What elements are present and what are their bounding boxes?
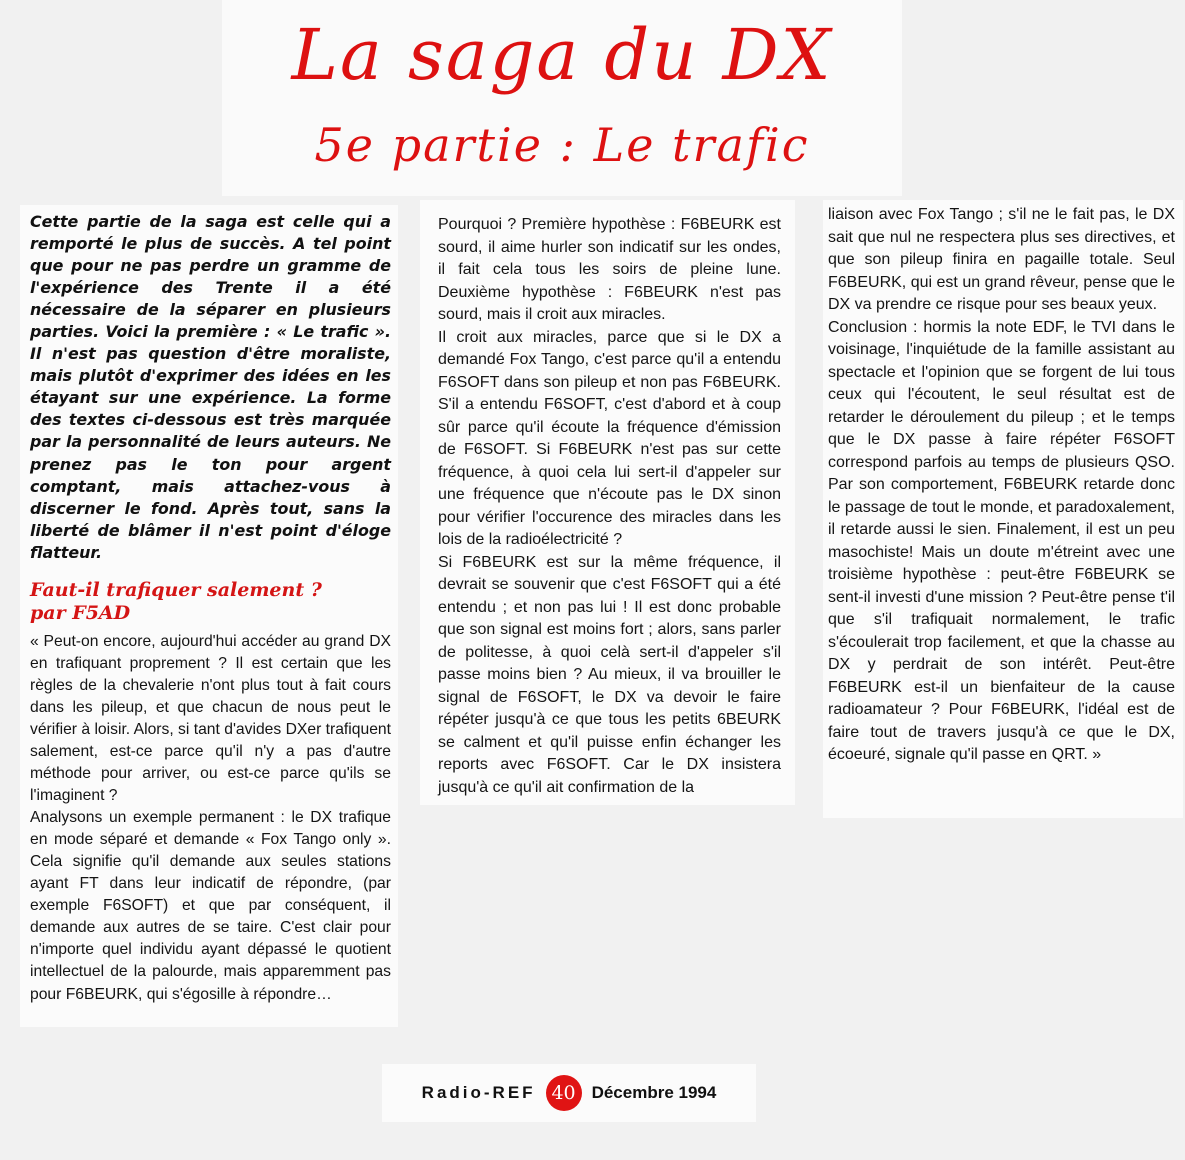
title-banner xyxy=(222,0,902,196)
page-subtitle: 5e partie : Le trafic xyxy=(314,118,810,172)
issue-date: Décembre 1994 xyxy=(591,1083,717,1102)
article-text-column-1: « Peut-on encore, aujourd'hui accéder au grand DX en trafiquant proprement ? Il est certain que les règles de la chevalerie n'ont plus tout à fait cours dans les pileup, et que chacun de nous peut le vérifier à loisir. Alors, si tant d'avides DXer trafiquent salement, est-ce parce qu'il n'y a pas d'autre méthode pour arriver, ou est-ce parce qu'ils se l'imaginent ? Analysons un exemple permanent : le DX trafique en mode séparé et demande « Fox Tango only ». Cela signifie qu'il demande aux seules stations ayant FT dans leur indicatif de répondre, (par exemple F6SOFT) et que par conséquent, il demande aux autres de se taire. C'est clair pour n'importe quel individu ayant dépassé le quotient intellectuel de la palourde, mais apparemment pas pour F6BEURK, qui s'égosille à répondre… xyxy=(30,632,391,1003)
intro-paragraph: Cette partie de la saga est celle qui a remporté le plus de succès. A tel point que pour ne pas perdre un gramme de l'expérience des Trente il a été nécessaire de la séparer en plusieurs parties. Voici la première : « Le trafic ». Il n'est pas question d'être moraliste, mais plutôt d'exprimer des idées en les étayant sur une expérience. La forme des textes ci-dessous est très marquée par la personnalité de leurs auteurs. Ne prenez pas le ton pour argent comptant, mais attachez-vous à discerner le fond. Après tout, sans la liberté de blâmer il n'est point d'éloge flatteur. xyxy=(30,212,391,562)
column-2 xyxy=(420,200,795,805)
column-3 xyxy=(823,200,1183,818)
article-heading xyxy=(30,579,391,625)
page-number-badge: 40 xyxy=(546,1075,582,1111)
article-title: Faut-il trafiquer salement ? xyxy=(30,578,322,601)
column-1 xyxy=(20,205,398,1027)
magazine-name: Radio-REF xyxy=(421,1083,536,1102)
page-footer xyxy=(382,1064,756,1122)
article-text-column-2: Pourquoi ? Première hypothèse : F6BEURK est sourd, il aime hurler son indicatif sur les ondes, il fait cela tous les soirs de pleine lune. Deuxième hypothèse : F6BEURK n'est pas sourd, mais il croit aux miracles. Il croit aux miracles, parce que si le DX a demandé Fox Tango, c'est parce qu'il a entendu F6SOFT dans son pileup et non pas F6BEURK. S'il a entendu F6SOFT, c'est d'abord et à coup sûr parce qu'il écoute la fréquence d'émission de F6SOFT. Si F6BEURK n'est pas sur cette fréquence, à quoi cela lui sert-il d'appeler sur une fréquence que n'écoute pas le DX sinon pour vérifier l'occurence des miracles dans les lois de la radioélectricité ? Si F6BEURK est sur la même fréquence, il devrait se souvenir que c'est F6SOFT qui a été entendu ; et non pas lui ! Il est donc probable que son signal est moins fort ; alors, sans parler de politesse, à quoi celà sert-il d'appeler s'il passe moins bien ? Au mieux, il va brouiller le signal de F6SOFT, le DX va devoir le faire répéter jusqu'à ce que tous les petits 6BEURK se calment et qu'il puisse enfin échanger les reports avec F6SOFT. Car le DX insistera jusqu'à ce qu'il ait confirmation de la xyxy=(438,216,781,796)
article-byline: par F5AD xyxy=(30,601,131,624)
page-title: La saga du DX xyxy=(291,14,833,96)
article-text-column-3: liaison avec Fox Tango ; s'il ne le fait pas, le DX sait que nul ne respectera plus ses directives, et que son pileup finira en pagaille totale. Seul F6BEURK, qui est un grand rêveur, pense que le DX va prendre ce risque pour ses beaux yeux. Conclusion : hormis la note EDF, le TVI dans le voisinage, l'inquiétude de la famille assistant au spectacle et l'opinion que se forgent de lui tous ceux qui l'écoutent, le seul résultat est de retarder le déroulement du pileup ; et le temps que le DX passe à faire répéter F6SOFT correspond parfois au temps de plusieurs QSO. Par son comportement, F6BEURK retarde donc le passage de tout le monde, et paradoxalement, il retarde aussi le sien. Finalement, il est un peu masochiste! Mais un doute m'étreint avec une troisième hypothèse : peut-être F6BEURK se sent-il investi d'une mission ? Peut-être pense t'il que s'il trafiquait normalement, le trafic s'écoulerait trop facilement, et que la chasse au DX y perdrait de son intérêt. Peut-être F6BEURK est-il un bienfaiteur de la cause radioamateur ? Pour F6BEURK, l'idéal est de faire tout de travers jusqu'à ce que le DX, écoeuré, signale qu'il passe en QRT. » xyxy=(828,206,1175,763)
